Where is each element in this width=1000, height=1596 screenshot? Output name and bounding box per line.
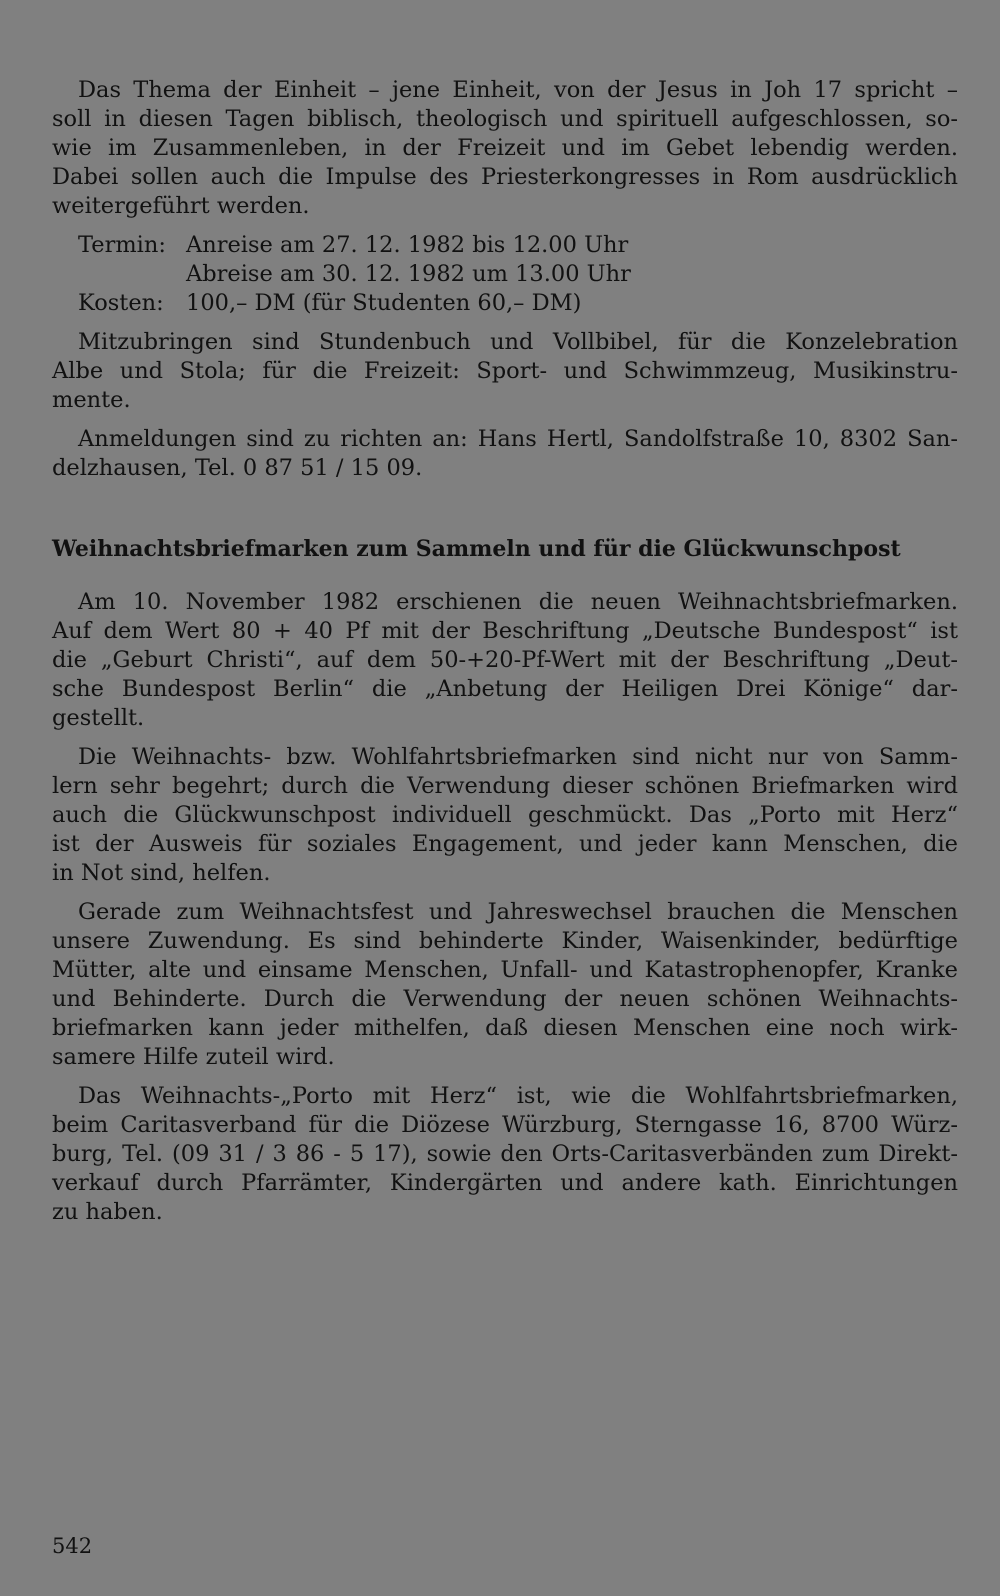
text-line: Gerade zum Weihnachtsfest und Jahreswechsel brauchen die Menschen: [78, 899, 958, 925]
text-line: lern sehr begehrt; durch die Verwendung dieser schönen Briefmarken wird: [52, 773, 958, 799]
paragraph-anmeldungen: [52, 425, 958, 483]
text-line: burg, Tel. (09 31 / 3 86 - 5 17), sowie den Orts-Caritasverbänden zum Direkt-: [52, 1141, 958, 1167]
text-line: unsere Zuwendung. Es sind behinderte Kinder, Waisenkinder, bedürftige: [52, 928, 958, 954]
text-line: auch die Glückwunschpost individuell geschmückt. Das „Porto mit Herz“: [52, 802, 958, 828]
text-line: zu haben.: [52, 1199, 163, 1225]
text-line: wie im Zusammenleben, in der Freizeit und im Gebet lebendig werden.: [52, 135, 958, 161]
text-line: Das Weihnachts-„Porto mit Herz“ ist, wie die Wohlfahrtsbriefmarken,: [78, 1083, 958, 1109]
page-number: 542: [52, 1534, 93, 1558]
kosten-value: 100,– DM (für Studenten 60,– DM): [186, 290, 582, 316]
empty-cell: [78, 260, 186, 289]
paragraph-wohlfahrt: [52, 743, 958, 888]
text-line: sche Bundespost Berlin“ die „Anbetung der Heiligen Drei Könige“ dar-: [52, 676, 958, 702]
section-heading: Weihnachtsbriefmarken zum Sammeln und für die Glückwunschpost: [52, 536, 901, 562]
text-line: soll in diesen Tagen biblisch, theologisch und spirituell aufgeschlossen, so-: [52, 106, 958, 132]
text-line: Die Weihnachts- bzw. Wohlfahrtsbriefmarken sind nicht nur von Samm-: [78, 744, 958, 770]
text-line: Am 10. November 1982 erschienen die neuen Weihnachtsbriefmarken.: [78, 589, 958, 615]
paragraph-caritas: [52, 1082, 958, 1227]
text-line: ist der Ausweis für soziales Engagement, und jeder kann Menschen, die: [52, 831, 958, 857]
text-line: Albe und Stola; für die Freizeit: Sport- und Schwimmzeug, Musikinstru-: [52, 358, 958, 384]
text-line: Das Thema der Einheit – jene Einheit, von der Jesus in Joh 17 spricht –: [78, 77, 958, 103]
text-line: Anmeldungen sind zu richten an: Hans Hertl, Sandolfstraße 10, 8302 San-: [78, 426, 958, 452]
abreise-value: Abreise am 30. 12. 1982 um 13.00 Uhr: [186, 261, 631, 287]
text-line: briefmarken kann jeder mithelfen, daß diesen Menschen eine noch wirk-: [52, 1015, 958, 1041]
text-line: Mütter, alte und einsame Menschen, Unfall- und Katastrophenopfer, Kranke: [52, 957, 958, 983]
anreise-value: Anreise am 27. 12. 1982 bis 12.00 Uhr: [186, 232, 629, 258]
text-line: Dabei sollen auch die Impulse des Priesterkongresses in Rom ausdrücklich: [52, 164, 958, 190]
text-line: Mitzubringen sind Stundenbuch und Vollbibel, für die Konzelebration: [78, 329, 958, 355]
kosten-label: Kosten:: [78, 290, 164, 316]
text-line: mente.: [52, 387, 131, 413]
paragraph-einheit: [52, 76, 958, 221]
paragraph-november: [52, 588, 958, 733]
paragraph-zuwendung: [52, 898, 958, 1072]
text-line: gestellt.: [52, 705, 145, 731]
paragraph-mitzubringen: [52, 328, 958, 415]
text-line: weitergeführt werden.: [52, 193, 310, 219]
text-line: Auf dem Wert 80 + 40 Pf mit der Beschriftung „Deutsche Bundespost“ ist: [52, 618, 958, 644]
text-line: delzhausen, Tel. 0 87 51 / 15 09.: [52, 455, 423, 481]
page-body: [52, 76, 958, 1237]
text-line: beim Caritasverband für die Diözese Würzburg, Sterngasse 16, 8700 Würz-: [52, 1112, 958, 1138]
text-line: die „Geburt Christi“, auf dem 50-+20-Pf-Wert mit der Beschriftung „Deut-: [52, 647, 958, 673]
text-line: verkauf durch Pfarrämter, Kindergärten und andere kath. Einrichtungen: [52, 1170, 958, 1196]
text-line: und Behinderte. Durch die Verwendung der neuen schönen Weihnachts-: [52, 986, 958, 1012]
termin-label: Termin:: [78, 232, 166, 258]
text-line: samere Hilfe zuteil wird.: [52, 1044, 335, 1070]
schedule-block: [52, 231, 958, 318]
text-line: in Not sind, helfen.: [52, 860, 271, 886]
